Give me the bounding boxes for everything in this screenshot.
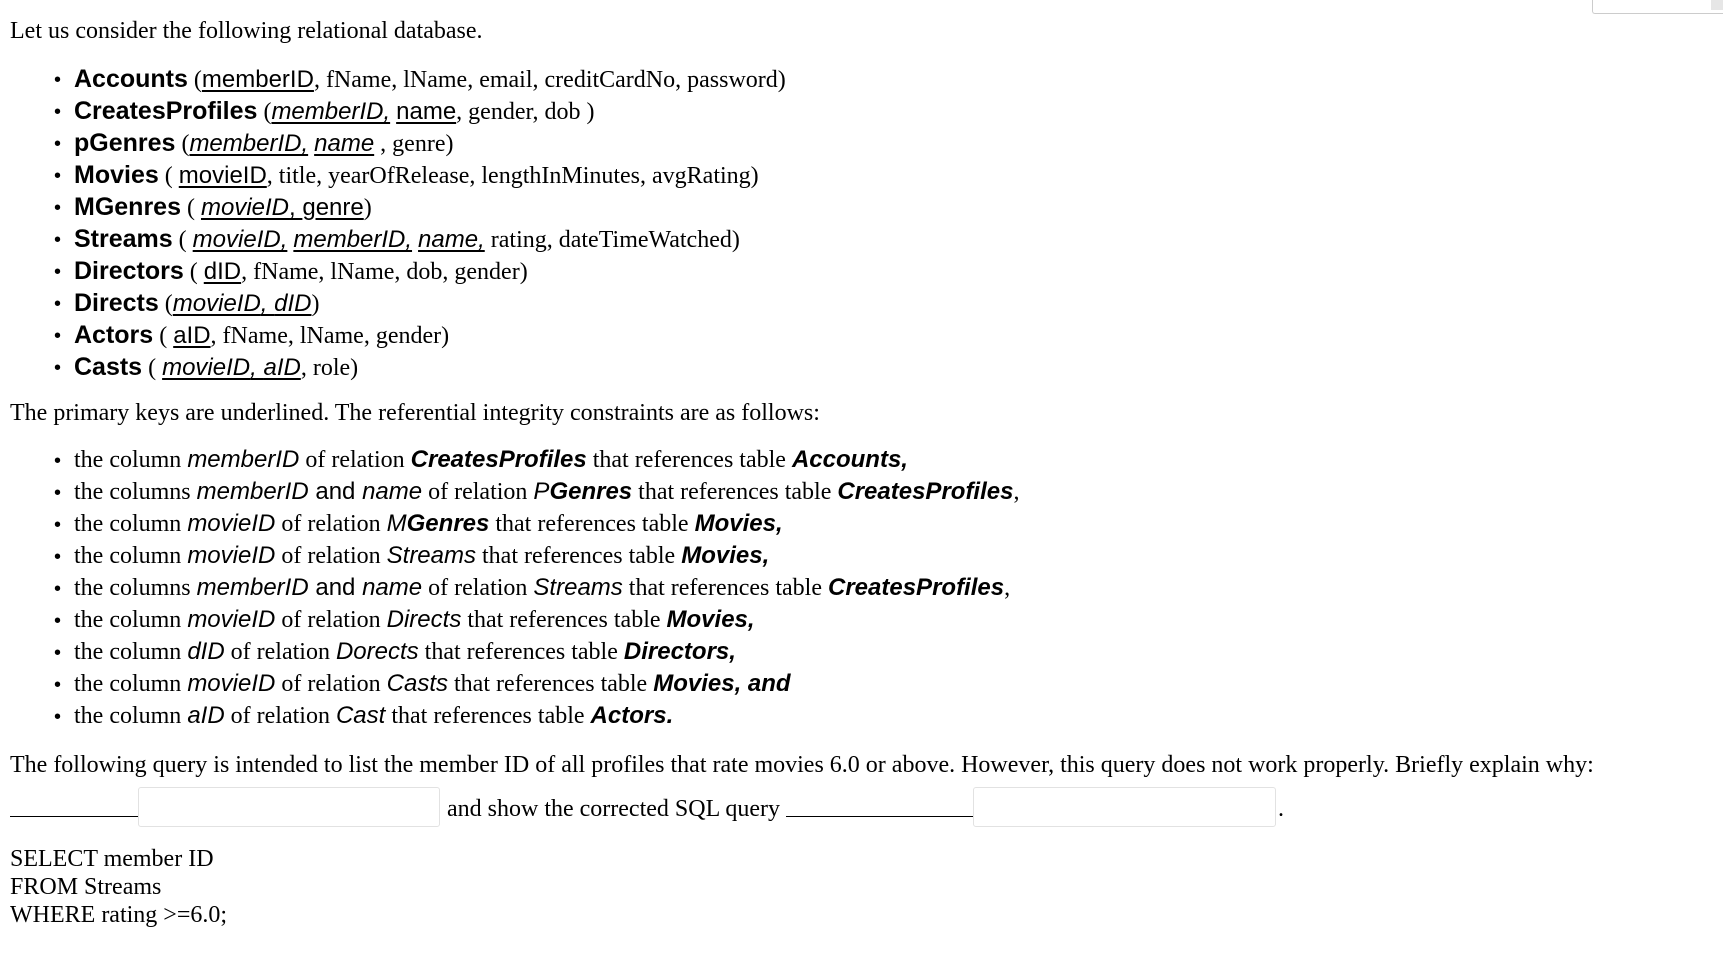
answer-input-sql[interactable] — [973, 787, 1276, 827]
constraint-item: • the column movieID of relation MGenres that references table Movies, — [74, 508, 1710, 540]
primary-key: movieID — [178, 162, 267, 189]
intro-text: Let us consider the following relational database. — [10, 18, 483, 44]
primary-key: movieID — [172, 290, 261, 317]
primary-key: name — [314, 130, 375, 157]
question-answer-line — [10, 781, 1710, 827]
relation-actors: • Actors ( aID, fName, lName, gender) — [74, 319, 1710, 351]
primary-key: genre — [302, 194, 364, 221]
primary-key: aID — [173, 322, 211, 349]
relation-accounts: • Accounts (memberID, fName, lName, email, creditCardNo, password) — [74, 63, 1710, 95]
primary-key: memberID, — [189, 130, 309, 157]
primary-key: name, — [418, 226, 485, 253]
constraint-item: • the columns memberID and name of relation PGenres that references table CreatesProfiles, — [74, 476, 1710, 508]
primary-key: movieID — [162, 354, 251, 381]
blank-line — [10, 815, 138, 817]
relation-mgenres: • MGenres ( movieID, genre) — [74, 191, 1710, 223]
sql-line-from: FROM Streams — [10, 874, 162, 900]
constraints-list — [10, 444, 1710, 732]
primary-key: aID — [263, 354, 301, 381]
relation-streams: • Streams ( movieID, memberID, name, rating, dateTimeWatched) — [74, 223, 1710, 255]
constraint-item: • the columns memberID and name of relation Streams that references table CreatesProfiles, — [74, 572, 1710, 604]
constraint-item: • the column movieID of relation Streams that references table Movies, — [74, 540, 1710, 572]
constraint-item: • the column memberID of relation CreatesProfiles that references table Accounts, — [74, 444, 1710, 476]
answer-input-explanation[interactable] — [138, 787, 440, 827]
primary-key-note: The primary keys are underlined. The referential integrity constraints are as follows: — [10, 400, 820, 426]
primary-key: memberID, — [271, 98, 391, 125]
schema-list — [10, 63, 1710, 383]
constraint-item: • the column aID of relation Cast that references table Actors. — [74, 700, 1710, 732]
primary-key: dID — [274, 290, 312, 317]
question-mid-text: and show the corrected SQL query — [447, 796, 780, 822]
relation-createsprofiles: • CreatesProfiles (memberID, name, gender, dob ) — [74, 95, 1710, 127]
primary-key: memberID, — [293, 226, 413, 253]
sql-line-select: SELECT member ID — [10, 846, 214, 872]
primary-key: name — [396, 98, 457, 125]
relation-pgenres: • pGenres (memberID, name , genre) — [74, 127, 1710, 159]
primary-key: dID — [203, 258, 242, 285]
primary-key: movieID, — [192, 226, 288, 253]
sql-line-where: WHERE rating >=6.0; — [10, 902, 228, 928]
sql-query — [10, 845, 1710, 929]
scroll-indicator — [1592, 0, 1723, 14]
blank-line — [786, 815, 973, 817]
question-text: The following query is intended to list the member ID of all profiles that rate movies 6.0 or above. However, this query does not work properly. Briefly explain why: — [10, 752, 1594, 778]
primary-key: movieID — [200, 194, 290, 221]
constraint-item: • the column dID of relation Dorects that references table Directors, — [74, 636, 1710, 668]
relation-casts: • Casts ( movieID, aID, role) — [74, 351, 1710, 383]
primary-key: memberID — [201, 66, 314, 93]
constraint-item: • the column movieID of relation Casts that references table Movies, and — [74, 668, 1710, 700]
relation-movies: • Movies ( movieID, title, yearOfRelease, lengthInMinutes, avgRating) — [74, 159, 1710, 191]
question-end-text: . — [1278, 796, 1284, 822]
constraint-item: • the column movieID of relation Directs that references table Movies, — [74, 604, 1710, 636]
relation-directors: • Directors ( dID, fName, lName, dob, gender) — [74, 255, 1710, 287]
relation-directs: • Directs (movieID, dID) — [74, 287, 1710, 319]
question-content — [10, 17, 1710, 929]
